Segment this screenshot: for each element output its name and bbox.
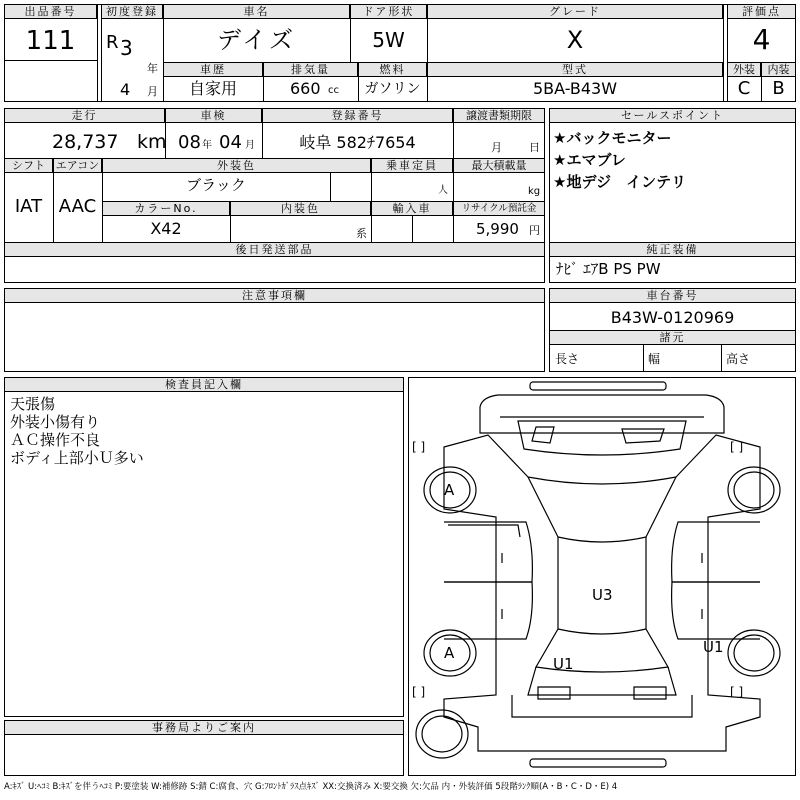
bracket-rear-right: [ ] [730,685,744,699]
score-label: 評価点 [727,4,796,19]
damage-mark: U3 [592,586,613,604]
month-unit: 月 [147,85,158,98]
ac-value: AAC [58,196,97,217]
tire-front-right [728,467,780,513]
color-label: 外装色 [102,158,371,173]
door-label: ドア形状 [350,4,427,19]
damage-mark: U1 [553,655,574,673]
exterior-value: C [737,78,751,99]
score-value: 4 [752,23,771,56]
reg-no-value: 岐阜 582ﾁ7654 [299,133,416,152]
inspection-month-unit: 月 [245,140,255,151]
import-label: 輸入車 [371,201,453,216]
lot-value: 111 [25,26,76,56]
fuel-label: 燃料 [358,62,427,77]
legend-text: A:ｷｽﾞ U:ﾍｺﾐ B:ｷｽﾞを伴うﾍｺﾐ P:要塗装 W:補修跡 S:錆 C:腐食、穴 G:ﾌﾛﾝﾄｶﾞﾗｽ点ｷｽﾞ XX:交換済み X:要交換 欠:欠品 内・外装評価 5段階ﾗﾝｸ順(A・B・C・D・E) 4 [4,782,618,792]
spec-length-label: 長さ [555,352,580,366]
shift-value: IAT [14,196,43,217]
mileage-unit: km [137,131,167,153]
first-reg-year: 3 [120,36,133,60]
grade-label: グレード [427,4,723,19]
inspector-line: 天張傷 [10,395,56,413]
sales-item: ★地デジ インテリ [553,173,687,191]
ac-label: エアコン [53,158,102,173]
color-value: ブラック [186,176,246,194]
recycle-label: リサイクル預託金 [453,201,545,216]
exterior-label: 外装 [727,62,761,77]
door-value: 5W [372,28,405,52]
equipment-label: 純正装備 [549,242,796,257]
history-value: 自家用 [188,79,237,98]
equipment-value: ﾅﾋﾞ ｴｱB PS PW [556,260,661,278]
hood-outline [480,395,724,433]
color-no-label: カラーNo. [102,201,230,216]
era-mark: R [106,32,119,53]
lot-label: 出品番号 [4,4,97,19]
front-bumper-outline [530,382,666,390]
inspector-line: 外装小傷有り [10,413,101,431]
inspector-line: ボディ上部小Ｕ多い [10,449,144,467]
first-reg-label: 初度登録 [101,4,163,19]
car-diagram-svg [408,377,796,776]
bracket-rear-left: [ ] [412,685,426,699]
damage-mark: A [444,481,455,499]
inspection-year-unit: 年 [202,140,212,151]
recycle-unit: 円 [529,224,540,237]
sales-item: ★バックモニター [553,129,672,147]
inspection-month: 04 [219,132,242,153]
recycle-value: 5,990 [476,220,519,238]
chassis-value: B43W-0120969 [610,308,735,327]
transfer-label: 譲渡書類期限 [453,108,545,123]
bracket-front-right: [ ] [730,440,744,454]
interior-color-unit: 系 [356,227,367,240]
car-name-label: 車名 [163,4,350,19]
grade-value: X [566,26,584,54]
model-label: 型式 [427,62,723,77]
damage-mark: U1 [703,638,724,656]
displacement-value: 660 [290,79,321,98]
displacement-label: 排気量 [263,62,358,77]
load-unit: kg [528,186,541,197]
car-name-value: デイズ [216,26,297,54]
load-label: 最大積載量 [453,158,545,173]
interior-value: B [772,78,785,99]
interior-label: 内装 [761,62,796,77]
first-reg-month: 4 [120,80,131,99]
spec-height-label: 高さ [726,352,751,366]
notes-label: 注意事項欄 [4,288,545,303]
sales-label: セールスポイント [549,108,796,123]
year-unit: 年 [147,62,158,75]
capacity-unit: 人 [438,185,448,196]
office-label: 事務局よりご案内 [4,720,404,735]
spec-width-label: 幅 [648,352,661,366]
inspection-year: 08 [178,132,201,153]
inspector-line: ＡＣ操作不良 [10,431,101,449]
chassis-label: 車台番号 [549,288,796,303]
rear-bumper-outline [530,759,666,767]
reg-no-label: 登録番号 [262,108,453,123]
transfer-month-unit: 月 [491,141,502,154]
mileage-value: 28,737 [52,131,119,153]
specs-label: 諸元 [549,330,796,345]
spare-tire [416,710,468,758]
capacity-label: 乗車定員 [371,158,453,173]
shift-label: シフト [4,158,53,173]
roof-front-edge [528,477,676,542]
sales-item: ★エマブレ [553,151,626,169]
model-value: 5BA-B43W [532,79,618,98]
interior-color-label: 内装色 [230,201,371,216]
damage-mark: A [444,644,455,662]
inspector-label: 検査員記入欄 [4,377,404,392]
inspection-label: 車検 [165,108,262,123]
history-label: 車歴 [163,62,263,77]
fuel-value: ガソリン [364,81,421,97]
displacement-unit: cc [328,85,339,96]
tire-rear-right [728,630,780,676]
later-parts-label: 後日発送部品 [4,242,545,257]
bracket-front-left: [ ] [412,440,426,454]
transfer-day-unit: 日 [529,141,540,154]
color-no-value: X42 [150,219,182,238]
mileage-label: 走行 [4,108,165,123]
